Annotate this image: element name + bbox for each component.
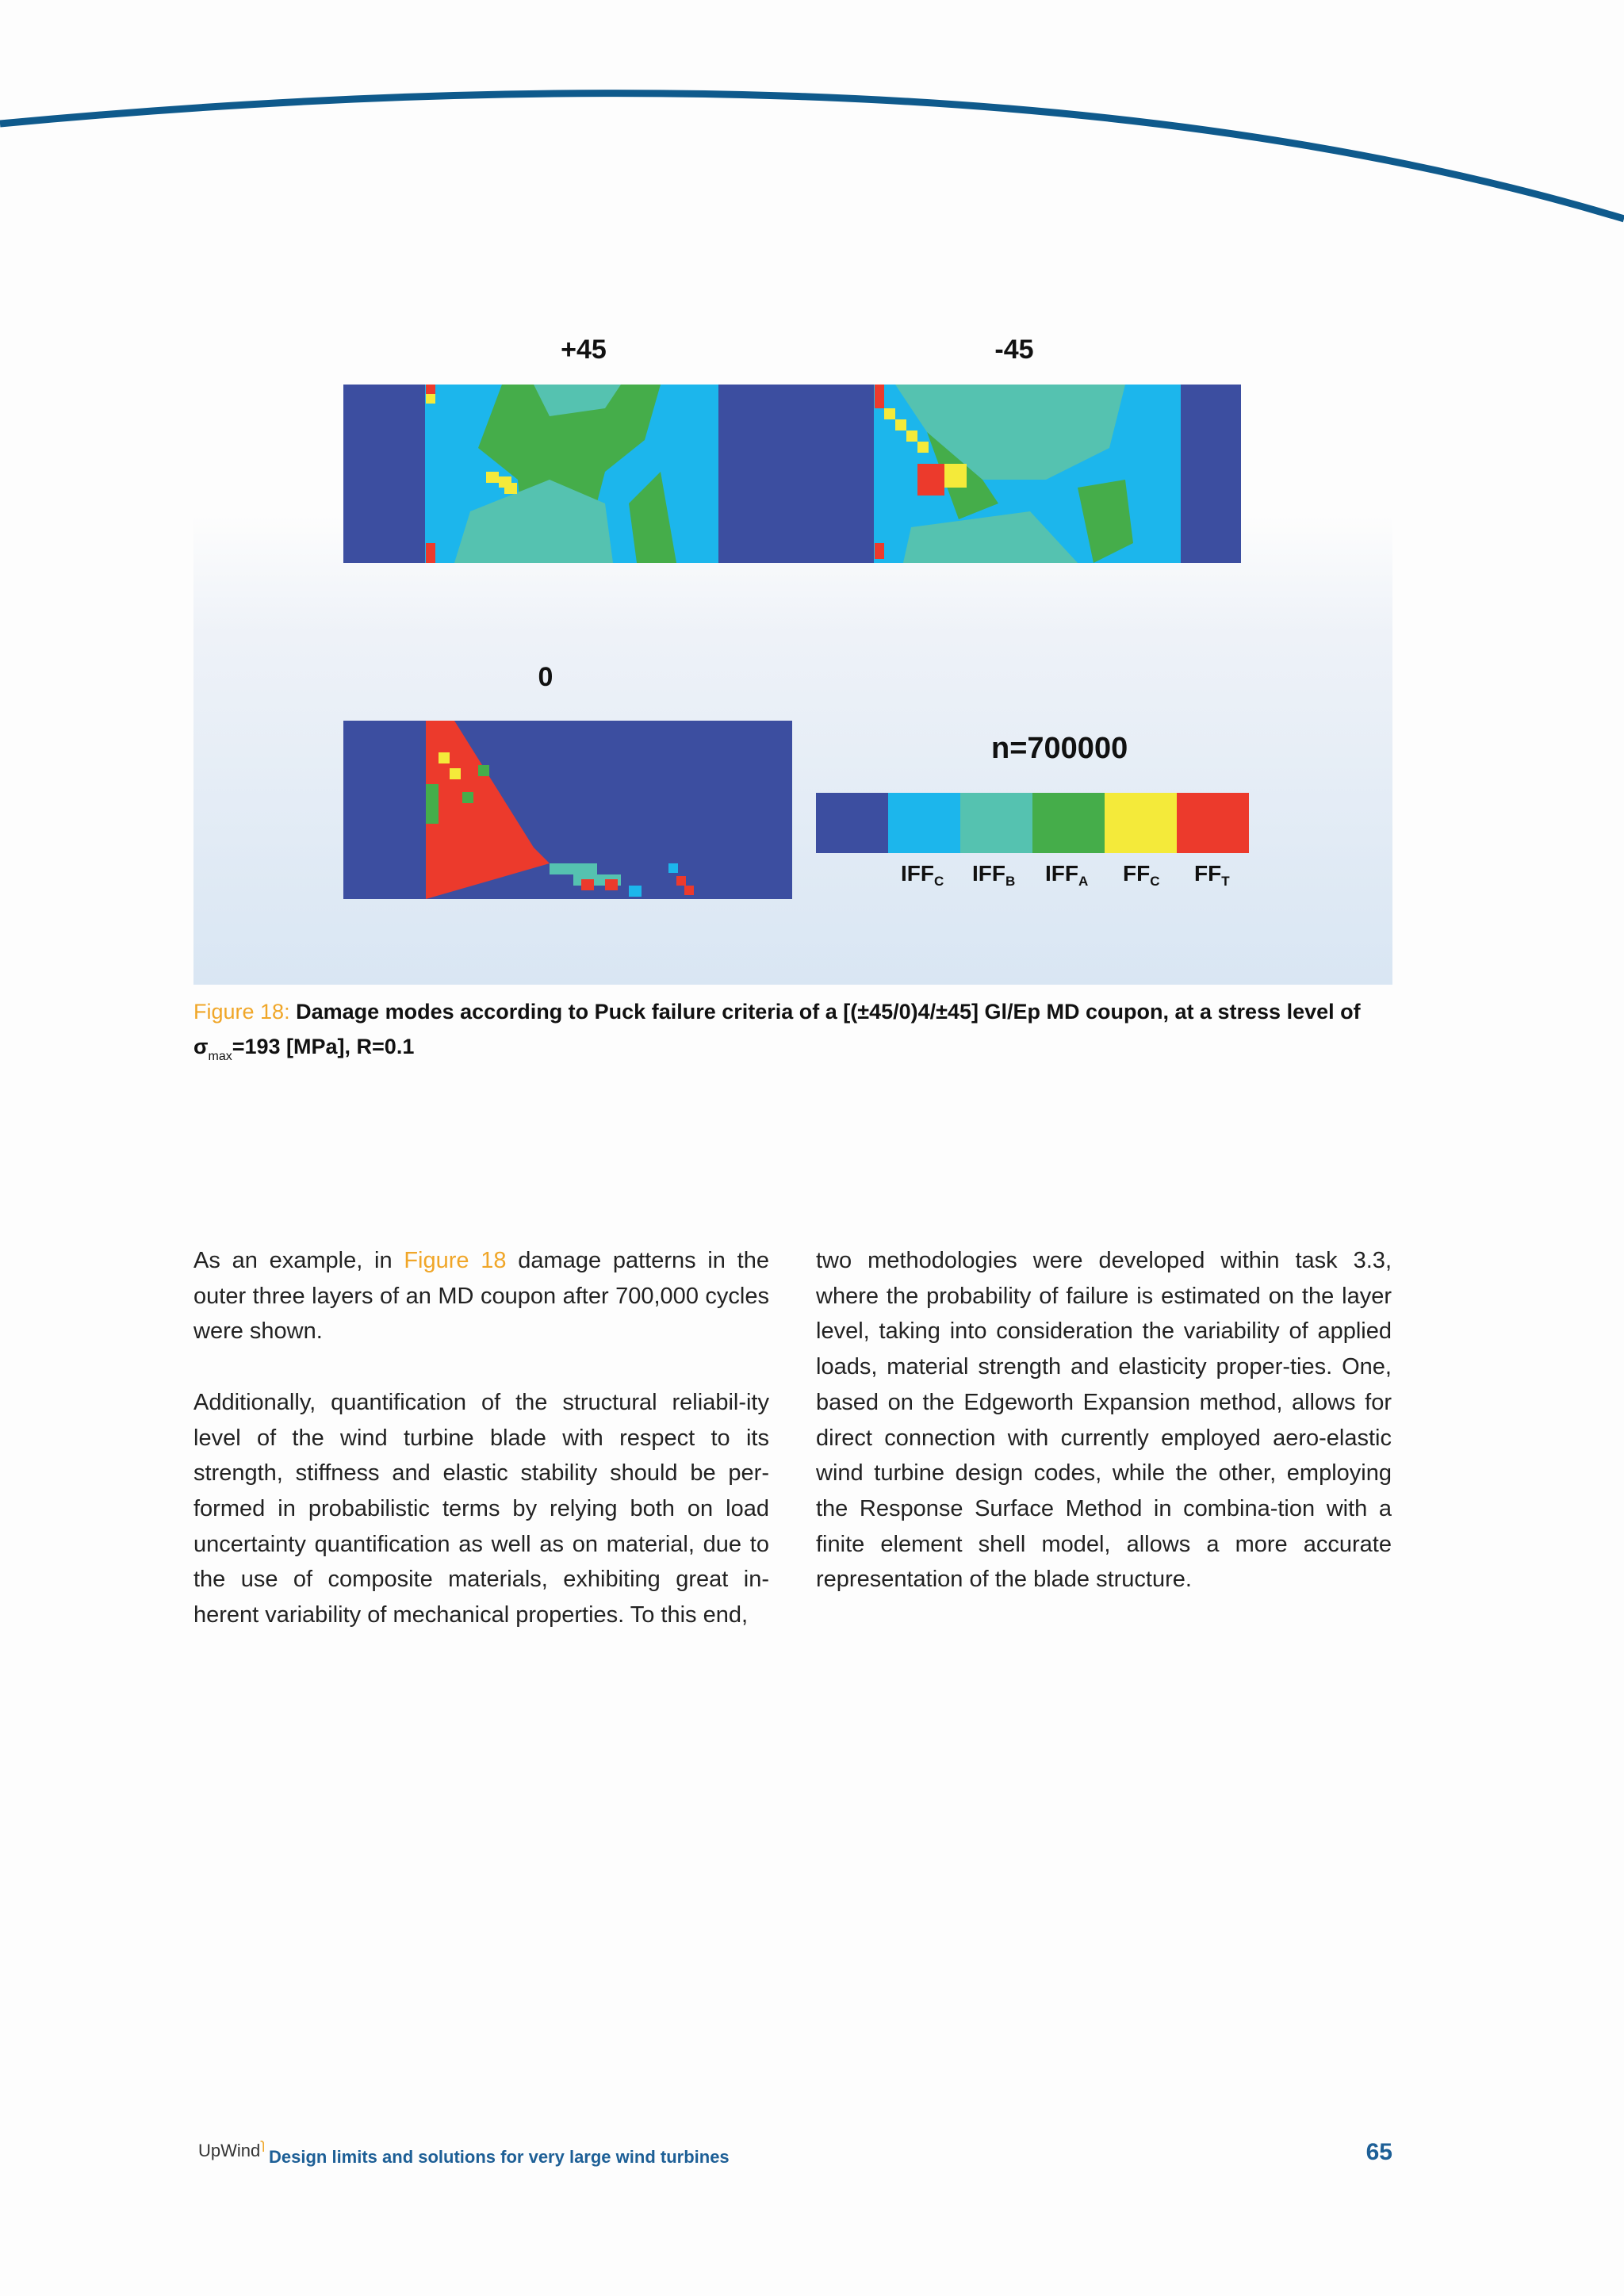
paragraph-2-continued: two methodologies were developed within task 3.3, where the probability of failure is estimated on the layer level, taking into consideration the variability of applied loads, material strength and elasticity proper-ties. One, based on the Edgeworth Expansion method, allows for direct connection with currently employed aero-elastic wind turbine design codes, while the other, employing the Response Surface Method in combina-tion with a finite element shell model, allows a more accurate representation of the blade structure.: [816, 1248, 1392, 1593]
damage-map-minus45: [792, 385, 1241, 563]
figure-caption-text: Damage modes according to Puck failure criteria of a [(±45/0)4/±45] Gl/Ep MD coupon, at a stress level of σ: [193, 1000, 1361, 1058]
legend-label-fft: $FF_T$: [1194, 861, 1230, 889]
legend-label-iffb: $IFF_B$: [972, 861, 1016, 889]
figure-panel: [193, 301, 1392, 985]
figure-18-link[interactable]: Figure 18: [404, 1248, 507, 1273]
panel-label-minus45: -45: [994, 335, 1034, 365]
body-column-right: [816, 1243, 1392, 1633]
wind-mark-icon: ɿ: [260, 2136, 266, 2152]
figure-caption-text-end: =193 [MPa], R=0.1: [232, 1035, 415, 1058]
legend-swatch-ffc: [1105, 793, 1177, 853]
figure-caption-subscript: max: [208, 1050, 232, 1063]
legend-color-bar: [816, 793, 1249, 853]
upwind-logo: UpWind$^ɿ$: [198, 2136, 266, 2160]
damage-map-zero: [343, 721, 792, 899]
paragraph-1: As an example, in Figure 18 damage patterns in the outer three layers of an MD coupon after 700,000 cycles were shown.: [193, 1248, 769, 1345]
legend-swatch-fft: [1177, 793, 1249, 853]
legend-swatch-iffb: [960, 793, 1032, 853]
header-arc: [0, 0, 1624, 238]
cycle-count-label: n=700000: [991, 732, 1128, 765]
legend-swatch-base: [816, 793, 888, 853]
legend-swatch-iffa: [1032, 793, 1105, 853]
body-column-left: [193, 1243, 769, 1668]
legend-swatch-iffc: [888, 793, 960, 853]
paragraph-2: Additionally, quantification of the structural reliabil-ity level of the wind turbine blade with respect to its strength, stiffness and elastic stability should be per-formed in probabilistic terms by relying both on load uncertainty quantification as well as on material, due to the use of composite materials, exhibiting great in-herent variability of mechanical properties. To this end,: [193, 1389, 769, 1628]
footer-title: Design limits and solutions for very large wind turbines: [269, 2147, 730, 2167]
panel-label-plus45: +45: [561, 335, 607, 365]
legend-label-iffc: $IFF_C$: [901, 861, 944, 889]
legend-label-ffc: $FF_C$: [1123, 861, 1160, 889]
figure-caption-label: Figure 18:: [193, 1000, 290, 1024]
panel-label-zero: 0: [538, 662, 553, 692]
legend-label-iffa: $IFF_A$: [1045, 861, 1089, 889]
figure-caption: [193, 994, 1392, 1074]
damage-map-plus45: [343, 385, 792, 563]
page-number: 65: [1365, 2139, 1392, 2165]
header-arc-line: [0, 94, 1624, 219]
